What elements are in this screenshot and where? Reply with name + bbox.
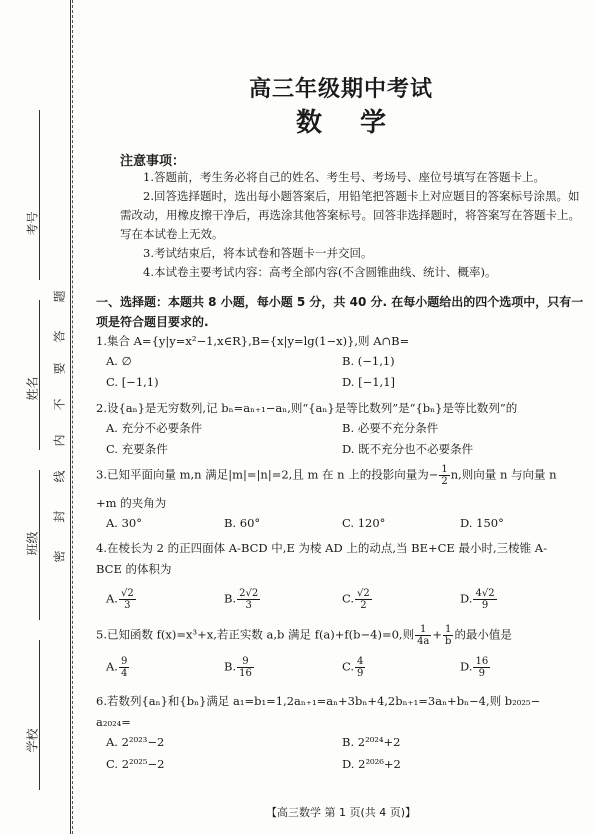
option-fraction	[355, 588, 372, 611]
question-5-option-d	[460, 656, 491, 679]
question-5-stem-part-b: 的最小值是	[454, 627, 512, 642]
plus-sign: +	[432, 627, 443, 642]
section-heading: 一、选择题：本题共 8 小题，每小题 5 分，共 40 分. 在每小题给出的四个选项中，只有一项是符合题目要求的.	[96, 295, 584, 329]
fraction-denominator: 4	[120, 668, 128, 679]
option-label: D.	[460, 659, 473, 674]
fraction-denominator: 4a	[417, 636, 430, 647]
question-6-stem-part-b: a₂₀₂₄=	[96, 715, 131, 729]
fraction-numerator: 1	[443, 624, 453, 636]
notice-item: 1.答题前，考生务必将自己的姓名、考生号、考场号、座位号填写在答题卡上。	[143, 170, 545, 184]
fraction-denominator: 2	[360, 600, 367, 611]
fraction-denominator: 3	[245, 600, 252, 611]
question-5-fraction-2	[443, 624, 453, 647]
question-3-option-d: D. 150°	[460, 516, 504, 530]
page-footer: 【高三数学 第 1 页(共 4 页)】	[265, 806, 417, 819]
field-line-exam-number	[39, 110, 40, 280]
question-3-stem-part-c: +m 的夹角为	[96, 496, 167, 510]
field-label-name: 姓名	[25, 376, 40, 401]
fraction-numerator: 2√2	[239, 588, 259, 599]
question-5-option-b	[224, 656, 255, 679]
fraction-numerator: 4√2	[475, 588, 495, 599]
fraction-numerator: 9	[120, 656, 128, 667]
option-label: B.	[224, 591, 237, 606]
binding-line-outer	[72, 0, 73, 834]
question-2-option-c: C. 充要条件	[106, 442, 168, 456]
question-3-stem-part-a: 3.已知平面向量 m,n 满足|m|=|n|=2,且 m 在 n 上的投影向量为−	[96, 467, 439, 482]
question-4-options	[106, 588, 586, 616]
fraction-numerator: √2	[357, 588, 370, 599]
question-6-option-b: B. 2²⁰²⁴+2	[342, 735, 401, 749]
question-3-option-b: B. 60°	[224, 516, 261, 530]
question-6-option-a: A. 2²⁰²³−2	[106, 735, 165, 749]
field-line-school	[39, 640, 40, 790]
option-label: B.	[224, 659, 237, 674]
question-2-options-row1	[106, 420, 586, 439]
question-1-option-a: A. ∅	[106, 354, 132, 368]
notice-item: 4.本试卷主要考试内容：高考全部内容(不含圆锥曲线、统计、概率)。	[143, 265, 497, 279]
question-4-option-c	[342, 588, 373, 611]
question-1-options-row2	[106, 375, 586, 394]
option-fraction	[237, 656, 254, 679]
question-3-stem	[96, 464, 586, 487]
seal-char: 要	[52, 362, 67, 375]
binding-strip	[0, 0, 92, 834]
fraction-denominator: b	[445, 636, 452, 647]
fraction-denominator: 9	[481, 600, 489, 611]
seal-char: 线	[52, 470, 67, 483]
question-1-option-b: B. (−1,1)	[342, 354, 395, 368]
question-6-option-d: D. 2²⁰²⁶+2	[342, 757, 401, 771]
question-4-option-d	[460, 588, 498, 611]
question-5-option-c	[342, 656, 366, 679]
question-2-stem: 2.设{aₙ}是无穷数列,记 bₙ=aₙ₊₁−aₙ,则“{aₙ}是等比数列”是“{bₙ}是等比数列”的	[96, 401, 518, 415]
notice-item: 2.回答选择题时，选出每小题答案后，用铅笔把答题卡上对应题目的答案标号涂黑。如需改动，用橡皮擦干净后，再选涂其他答案标号。回答非选择题时，将答案写在答题卡上。写在本试卷上无效。	[120, 189, 580, 241]
notice-heading: 注意事项：	[120, 154, 186, 169]
fraction-denominator: 9	[478, 668, 486, 679]
question-3-options	[106, 516, 586, 535]
field-label-exam-number: 考号	[25, 211, 40, 236]
seal-char: 内	[52, 434, 67, 447]
option-label: A.	[106, 659, 118, 674]
option-label: C.	[342, 591, 355, 606]
question-4-option-a	[106, 588, 137, 611]
option-label: C.	[342, 659, 355, 674]
question-3-option-c: C. 120°	[342, 516, 386, 530]
question-5-fraction-1	[415, 624, 431, 647]
option-fraction	[473, 588, 496, 611]
fraction-numerator: 9	[237, 656, 254, 668]
seal-char: 答	[52, 330, 67, 343]
question-6-options-row2	[106, 757, 586, 776]
question-1-option-d: D. [−1,1]	[342, 375, 396, 389]
option-fraction	[119, 588, 136, 611]
notice-item: 3.考试结束后，将本试卷和答题卡一并交回。	[143, 246, 373, 260]
option-label: D.	[460, 591, 473, 606]
option-label: A.	[106, 591, 118, 606]
question-3-stem-part-b: n,则向量 n 与向量 n	[450, 467, 557, 482]
question-1-options-row1	[106, 354, 586, 373]
field-label-school: 学校	[25, 728, 40, 753]
option-fraction	[355, 656, 365, 679]
seal-char: 题	[52, 290, 67, 303]
question-2-option-b: B. 必要不充分条件	[342, 421, 439, 435]
fraction-numerator: 16	[475, 656, 489, 667]
question-4-stem-part-b: BCE 的体积为	[96, 562, 172, 576]
question-4-stem: 4.在棱长为 2 的正四面体 A-BCD 中,E 为棱 AD 上的动点,当 BE+CE 最小时,三棱锥 A-	[96, 541, 547, 555]
question-2-options-row2	[106, 441, 586, 460]
field-label-class: 班级	[25, 531, 40, 556]
seal-char: 不	[52, 398, 67, 411]
fraction-numerator: √2	[120, 588, 134, 599]
question-5-options	[106, 656, 586, 684]
fraction-denominator: 9	[357, 668, 364, 679]
fraction-numerator: 1	[441, 464, 448, 475]
seal-char: 密	[52, 550, 67, 563]
question-6-options-row1	[106, 735, 586, 754]
question-6-stem: 6.若数列{aₙ}和{bₙ}满足 a₁=b₁=1,2aₙ₊₁=aₙ+3bₙ+4,2bₙ₊₁=3aₙ+bₙ−4,则 b₂₀₂₅−	[96, 694, 541, 708]
exam-title: 高三年级期中考试	[248, 77, 433, 102]
option-fraction	[119, 656, 129, 679]
seal-char: 封	[52, 510, 67, 523]
fraction-denominator: 3	[124, 600, 131, 611]
question-5-stem-part-a: 5.已知函数 f(x)=x³+x,若正实数 a,b 满足 f(a)+f(b−4)=0,则	[96, 627, 415, 642]
question-2-option-d: D. 既不充分也不必要条件	[342, 442, 474, 456]
exam-subject: 数学	[295, 108, 424, 138]
binding-line-inner	[70, 0, 71, 834]
fraction-denominator: 16	[239, 668, 252, 679]
fraction-denominator: 2	[441, 476, 448, 487]
question-6-option-c: C. 2²⁰²⁵−2	[106, 757, 165, 771]
field-line-name	[39, 300, 40, 450]
question-3-option-a: A. 30°	[106, 516, 142, 530]
question-5-option-a	[106, 656, 130, 679]
question-1-stem: 1.集合 A={y|y=x²−1,x∈R},B={x|y=lg(1−x)},则 A∩B=	[96, 334, 410, 348]
question-5-stem	[96, 624, 586, 647]
option-fraction	[473, 656, 490, 679]
fraction-numerator: 4	[357, 656, 364, 667]
question-3-fraction	[439, 464, 449, 487]
field-line-class	[39, 470, 40, 620]
fraction-numerator: 1	[415, 624, 431, 636]
question-2-option-a: A. 充分不必要条件	[106, 421, 203, 435]
question-1-option-c: C. [−1,1)	[106, 375, 159, 389]
option-fraction	[237, 588, 260, 611]
question-4-option-b	[224, 588, 261, 611]
notice-list	[120, 168, 580, 282]
